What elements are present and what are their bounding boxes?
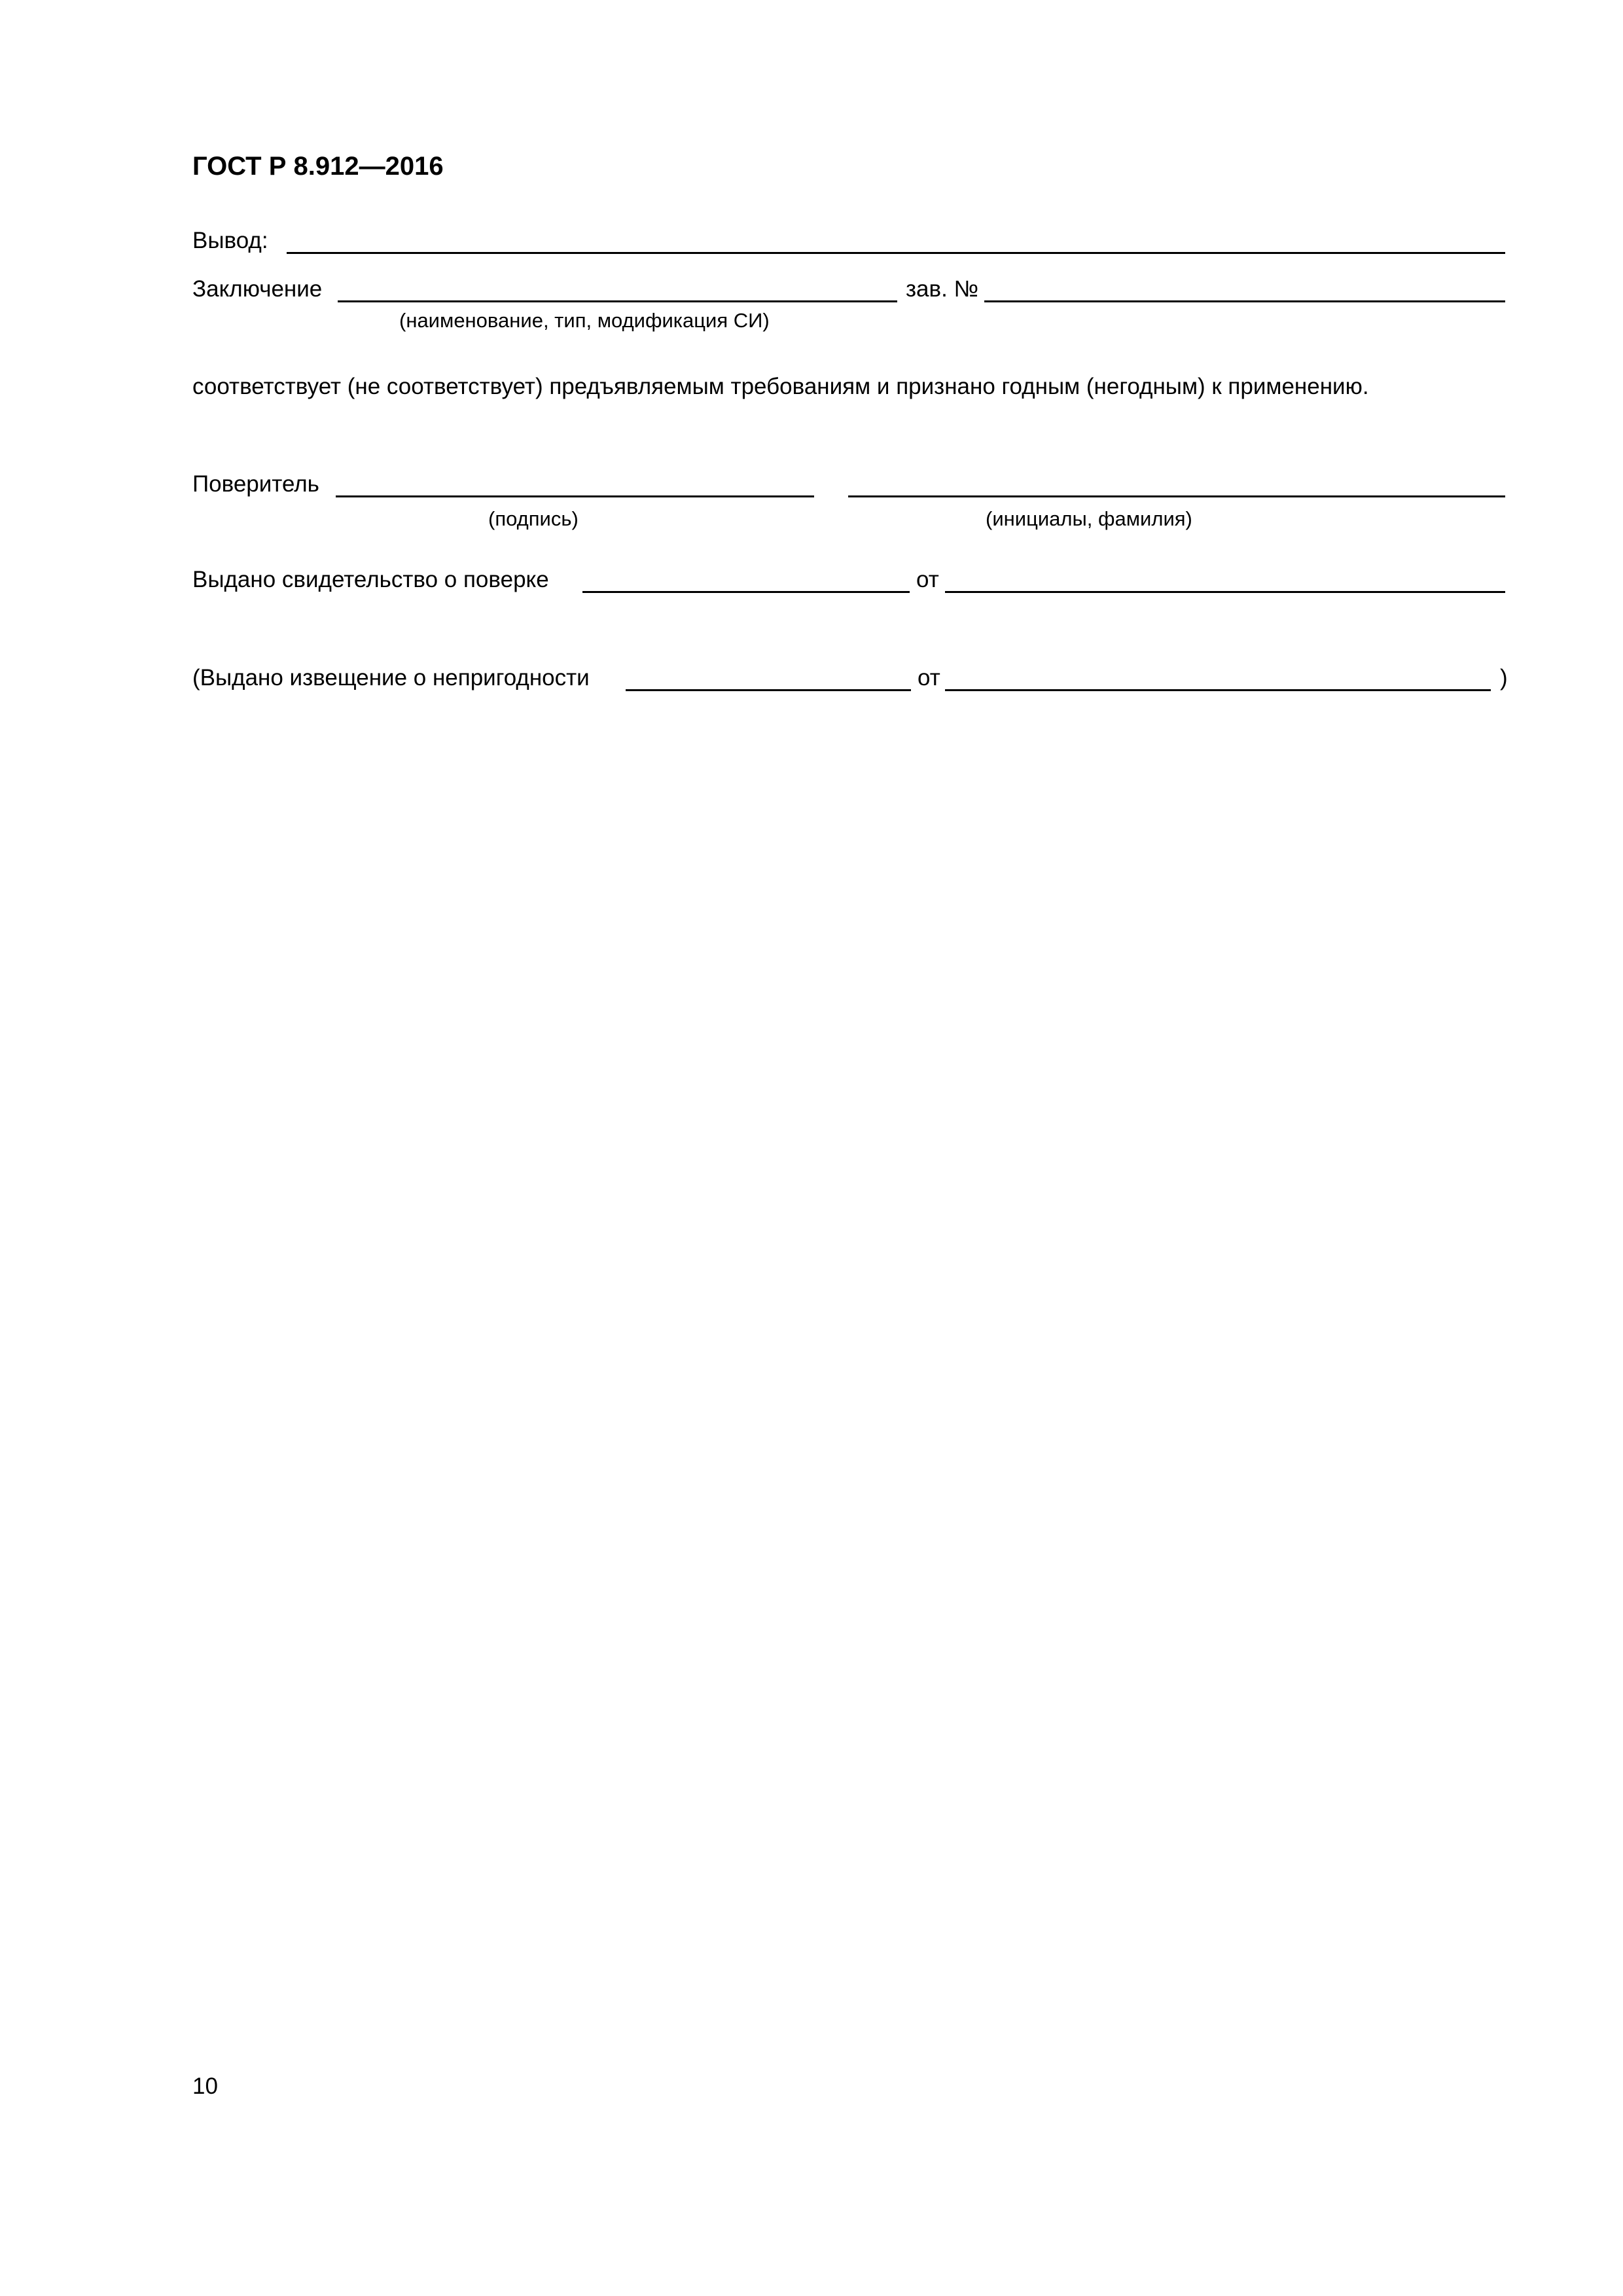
name-field[interactable] [848, 495, 1505, 497]
conclusion-label: Вывод: [192, 228, 268, 253]
notice-number-field[interactable] [626, 689, 911, 691]
serial-label: зав. № [906, 276, 979, 302]
notice-date-field[interactable] [945, 689, 1491, 691]
conclusion-field[interactable] [287, 252, 1505, 254]
certificate-date-field[interactable] [945, 591, 1505, 593]
compliance-statement: соответствует (не соответствует) предъявляемым требованиям и признано годным (негодным) к применению. [192, 374, 1369, 399]
verifier-label: Поверитель [192, 471, 319, 497]
signature-field[interactable] [336, 495, 814, 497]
certificate-label: Выдано свидетельство о поверке [192, 567, 549, 592]
instrument-caption: (наименование, тип, модификация СИ) [399, 309, 770, 332]
serial-number-field[interactable] [984, 300, 1505, 302]
closing-parenthesis: ) [1500, 665, 1508, 691]
signature-caption: (подпись) [488, 507, 579, 530]
instrument-field[interactable] [338, 300, 897, 302]
name-caption: (инициалы, фамилия) [986, 507, 1192, 530]
document-code: ГОСТ Р 8.912—2016 [192, 152, 444, 181]
notice-label: (Выдано извещение о непригодности [192, 665, 590, 691]
certificate-number-field[interactable] [582, 591, 910, 593]
verdict-label: Заключение [192, 276, 323, 302]
page-number: 10 [192, 2073, 218, 2099]
certificate-date-label: от [916, 567, 939, 592]
notice-date-label: от [918, 665, 940, 691]
